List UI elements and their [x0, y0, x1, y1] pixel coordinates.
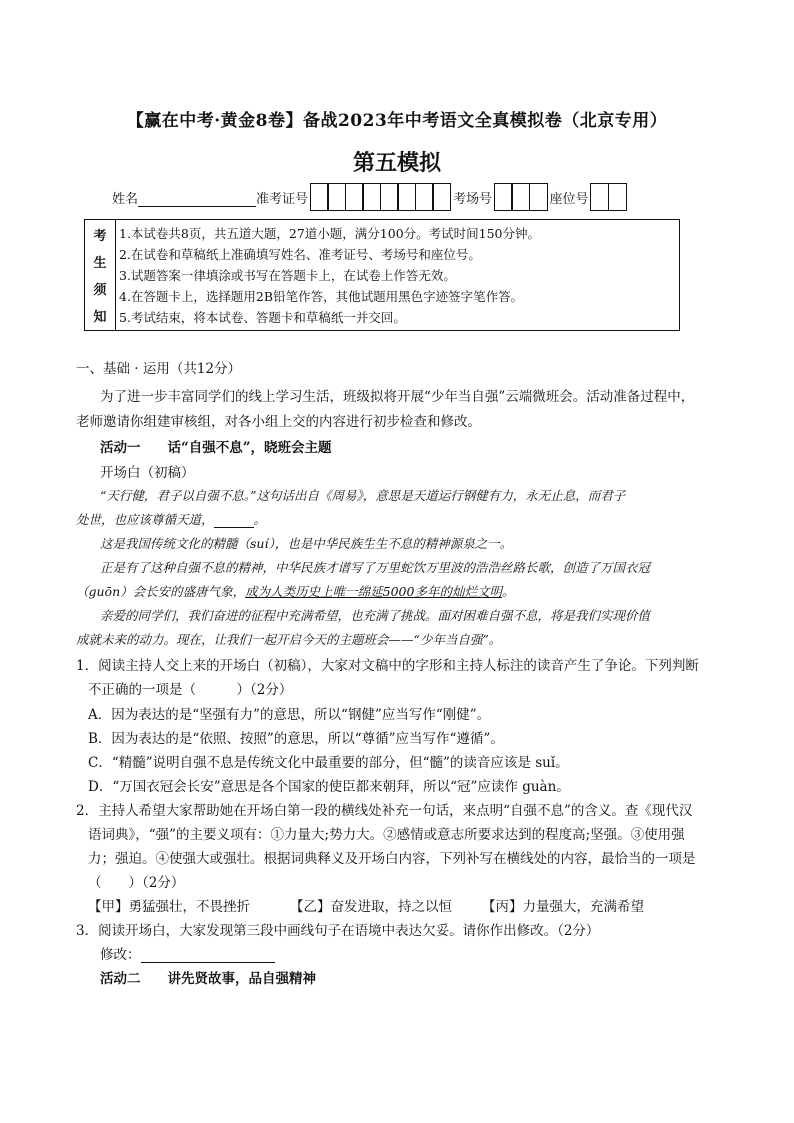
exam-room-label: 考场号 — [453, 191, 493, 207]
question-option: D．“万国衣冠会长安”意思是各个国家的使臣都来朝拜，所以“冠”应读作 guàn。 — [88, 779, 570, 795]
underlined-sentence: 成为人类历史上唯一绵延5000多年的灿烂文明 — [245, 584, 502, 599]
question-option: 【乙】奋发进取，持之以恒 — [290, 899, 452, 915]
fill-blank[interactable] — [214, 513, 254, 528]
revision-field[interactable] — [141, 948, 275, 963]
notice-item: 1.本试卷共8页，共五道大题，27道小题，满分100分。考试时间150分钟。 — [119, 226, 541, 241]
question-2: 力；强迫。④使强大或强壮。根据词典释义及开场白内容，下列补写在横线处的内容，最恰当的一项是 — [88, 851, 696, 867]
activity-one-title: 活动一 话“自强不息”，晓班会主题 — [100, 440, 332, 456]
draft-paragraph: “天行健，君子以自强不息。”这句话出自《周易》，意思是天道运行钢健有力，永无止息，而君子 — [100, 488, 626, 503]
notice-list — [119, 223, 540, 328]
draft-paragraph: 处世，也应该尊循天道， 。 — [76, 512, 267, 527]
name-label: 姓名 — [112, 191, 139, 207]
draft-paragraph: 亲爱的同学们，我们奋进的征程中充满希望，也充满了挑战。面对困难自强不息，将是我们实现价值 — [100, 608, 651, 623]
draft-paragraph: 这是我国传统文化的精髓（suí），也是中华民族生生不息的精神源泉之一。 — [100, 536, 513, 551]
activity-two-title: 活动二 讲先贤故事，品自强精神 — [100, 971, 316, 987]
notice-item: 2.在试卷和草稿纸上准确填写姓名、准考证号、考场号和座位号。 — [119, 247, 481, 262]
question-1: 不正确的一项是（ ）（2分） — [88, 682, 293, 698]
section-heading: 一、基础 · 运用（共12分） — [76, 361, 242, 377]
question-option: B．因为表达的是“依照、按照”的意思，所以“尊循”应当写作“遵循”。 — [88, 731, 504, 747]
question-option: C．“精髓”说明自强不息是传统文化中最重要的部分，但“髓”的读音应该是 suǐ。 — [88, 755, 569, 771]
draft-paragraph: 成就未来的动力。现在，让我们一起开启今天的主题班会——“少年当自强”。 — [76, 632, 502, 647]
seat-number-boxes[interactable] — [592, 183, 627, 211]
intro-text: 为了进一步丰富同学们的线上学习生活，班级拟将开展“少年当自强”云端微班会。活动准备过程中， — [100, 389, 695, 405]
exam-room-boxes[interactable] — [495, 183, 548, 211]
question-option: 【丙】力量强大，充满希望 — [482, 899, 644, 915]
exam-number-boxes[interactable] — [311, 183, 451, 211]
question-2: 2．主持人希望大家帮助她在开场白第一段的横线处补充一句话，来点明“自强不息”的含义。查《现代汉 — [76, 803, 693, 819]
question-option: 【甲】勇猛强壮，不畏挫折 — [88, 899, 250, 915]
seat-number-label: 座位号 — [549, 191, 589, 207]
notice-item: 3.试题答案一律填涂或书写在答题卡上，在试卷上作答无效。 — [119, 268, 456, 283]
revision-line: 修改： — [100, 943, 275, 963]
name-field[interactable] — [138, 188, 256, 207]
candidate-info-row — [112, 182, 629, 212]
question-option: A．因为表达的是“坚强有力”的意思，所以“钢健”应当写作“刚健”。 — [88, 707, 491, 723]
notice-item: 5.考试结束，将本试卷、答题卡和草稿纸一并交回。 — [119, 310, 406, 325]
question-2: （ ）（2分） — [88, 875, 185, 891]
notice-item: 4.在答题卡上，选择题用2B铅笔作答，其他试题用黑色字迹签字笔作答。 — [119, 289, 524, 304]
draft-paragraph: 正是有了这种自强不息的精神，中华民族才谱写了万里蛇饮万里波的浩浩丝路长歌，创造了万国衣冠 — [100, 560, 651, 575]
exam-notice-box — [84, 219, 680, 331]
question-2: 语词典》，“强”的主要义项有：①力量大;势力大。②感情或意志所要求达到的程度高;坚强。③使用强 — [88, 827, 685, 843]
question-3: 3．阅读开场白，大家发现第三段中画线句子在语境中表达欠妥。请你作出修改。（2分） — [76, 923, 600, 939]
draft-paragraph: （guōn）会长安的盛唐气象，成为人类历史上唯一绵延5000多年的灿烂文明。 — [76, 584, 515, 599]
question-1: 1．阅读主持人交上来的开场白（初稿），大家对文稿中的字形和主持人标注的读音产生了争论。下列判断 — [76, 658, 699, 674]
intro-text: 老师邀请你组建审核组，对各小组上交的内容进行初步检查和修改。 — [76, 414, 481, 430]
draft-label: 开场白（初稿） — [100, 465, 195, 481]
notice-heading: 考 生 须 知 — [85, 220, 116, 330]
page-title: 【赢在中考·黄金8卷】备战2023年中考语文全真模拟卷（北京专用） — [126, 111, 668, 131]
page-subtitle: 第五模拟 — [352, 150, 441, 176]
exam-number-label: 准考证号 — [256, 191, 309, 207]
